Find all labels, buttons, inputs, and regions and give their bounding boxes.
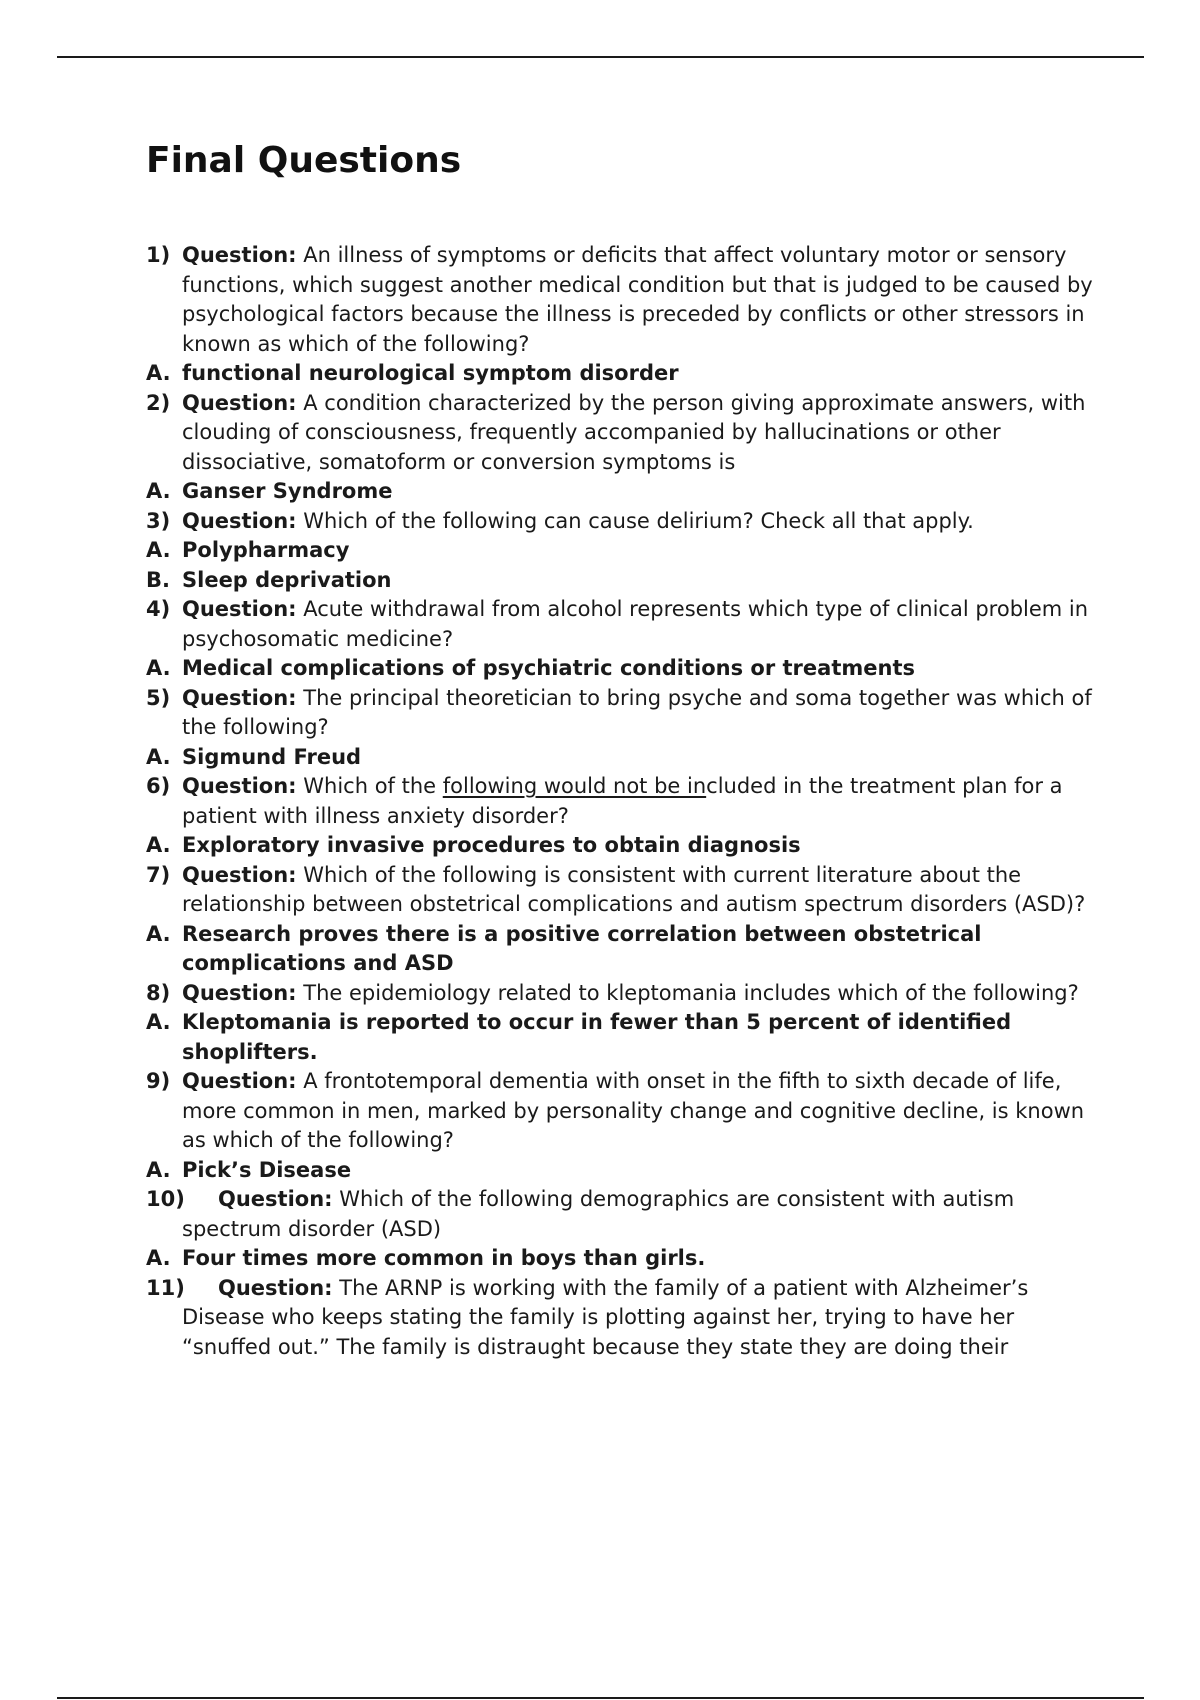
answer-letter: B. (146, 567, 170, 592)
answer-6a (146, 831, 1096, 861)
question-text: Which of the following can cause delirium? Check all that apply. (303, 508, 974, 533)
answer-1a (146, 359, 1096, 389)
answer-letter: A. (146, 833, 171, 857)
answer-text: Four times more common in boys than girls. (182, 1246, 706, 1270)
question-label: Question: (182, 685, 297, 710)
question-text: Which of the following demographics are consistent with autism spectrum disorder (ASD) (182, 1187, 1015, 1241)
answer-letter: A. (146, 1246, 171, 1270)
question-3 (146, 507, 1096, 537)
question-number: 9) (146, 1069, 171, 1093)
question-text: A condition characterized by the person giving approximate answers, with clouding of consciousness, frequently accompanied by hallucinations or other dissociative, somatoform or conversion symptoms is (182, 390, 1086, 474)
answer-2a (146, 477, 1096, 507)
question-7 (146, 861, 1096, 920)
answer-letter: A. (146, 1157, 171, 1182)
question-text: Which of the following is consistent with current literature about the relationship between obstetrical complications and autism spectrum disorders (ASD)? (182, 862, 1086, 916)
question-text: The epidemiology related to kleptomania includes which of the following? (303, 980, 1079, 1005)
answer-text: Polypharmacy (182, 538, 350, 562)
answer-letter: A. (146, 479, 171, 503)
answer-5a (146, 743, 1096, 773)
answer-letter: A. (146, 538, 171, 562)
answer-letter: A. (146, 921, 171, 946)
question-8 (146, 979, 1096, 1009)
question-number: 6) (146, 774, 171, 798)
question-text: The principal theoretician to bring psyche and soma together was which of the following? (182, 685, 1092, 739)
answer-text: Ganser Syndrome (182, 479, 393, 503)
answer-4a (146, 654, 1096, 684)
answer-text: Sleep deprivation (182, 567, 392, 592)
question-label: Question: (182, 390, 297, 415)
answer-3b (146, 566, 1096, 596)
question-number: 4) (146, 597, 171, 621)
question-number: 10) (146, 1187, 185, 1211)
question-number: 3) (146, 508, 171, 533)
question-number: 8) (146, 980, 171, 1005)
question-text-post: cluded in the treatment plan for a patient with illness anxiety disorder? (182, 774, 1063, 828)
question-text: A frontotemporal dementia with onset in the fifth to sixth decade of life, more common in men, marked by personality change and cognitive decline, is known as which of the following? (182, 1069, 1085, 1152)
answer-letter: A. (146, 361, 171, 385)
question-text: The ARNP is working with the family of a patient with Alzheimer’s Disease who keeps stating the family is plotting against her, trying to have her “snuffed out.” The family is distraught because they state they are doing their (182, 1275, 1029, 1359)
answer-text: Medical complications of psychiatric conditions or treatments (182, 656, 915, 680)
answer-10a (146, 1244, 1096, 1274)
question-6 (146, 772, 1096, 831)
question-1 (146, 241, 1096, 359)
question-number: 7) (146, 862, 171, 887)
question-label: Question: (182, 980, 297, 1005)
question-9 (146, 1067, 1096, 1156)
question-label: Question: (218, 1187, 333, 1211)
question-text-pre: Which of the (303, 774, 443, 798)
question-4 (146, 595, 1096, 654)
question-number: 2) (146, 390, 171, 415)
answer-text: Research proves there is a positive correlation between obstetrical complications and ASD (182, 921, 982, 975)
answer-text: Exploratory invasive procedures to obtain diagnosis (182, 833, 801, 857)
question-5 (146, 684, 1096, 743)
question-label: Question: (182, 1069, 297, 1093)
question-text: Acute withdrawal from alcohol represents which type of clinical problem in psychosomatic medicine? (182, 597, 1089, 651)
question-number: 11) (146, 1275, 185, 1300)
question-list (146, 241, 1096, 1362)
question-label: Question: (182, 243, 297, 267)
top-rule (57, 56, 1144, 58)
question-number: 5) (146, 685, 171, 710)
question-label: Question: (182, 508, 297, 533)
question-label: Question: (218, 1275, 333, 1300)
question-label: Question: (182, 774, 297, 798)
bottom-rule (57, 1697, 1144, 1699)
question-2 (146, 389, 1096, 478)
question-label: Question: (182, 597, 297, 621)
question-10 (146, 1185, 1096, 1244)
question-number: 1) (146, 243, 171, 267)
question-11 (146, 1274, 1096, 1363)
answer-text: Sigmund Freud (182, 744, 362, 769)
question-text: An illness of symptoms or deficits that affect voluntary motor or sensory functions, which suggest another medical condition but that is judged to be caused by psychological factors because the illness is preceded by conflicts or other stressors in known as which of the following? (182, 243, 1093, 356)
question-label: Question: (182, 862, 297, 887)
answer-7a (146, 920, 1096, 979)
answer-letter: A. (146, 656, 171, 680)
page-title: Final Questions (146, 140, 462, 181)
answer-8a (146, 1008, 1096, 1067)
answer-text: Kleptomania is reported to occur in fewer than 5 percent of identified shoplifters. (182, 1010, 1012, 1064)
answer-3a (146, 536, 1096, 566)
answer-letter: A. (146, 744, 171, 769)
answer-text: functional neurological symptom disorder (182, 361, 679, 385)
answer-9a (146, 1156, 1096, 1186)
answer-letter: A. (146, 1010, 171, 1034)
answer-text: Pick’s Disease (182, 1157, 352, 1182)
question-text-underlined: following would not be in (442, 774, 707, 798)
